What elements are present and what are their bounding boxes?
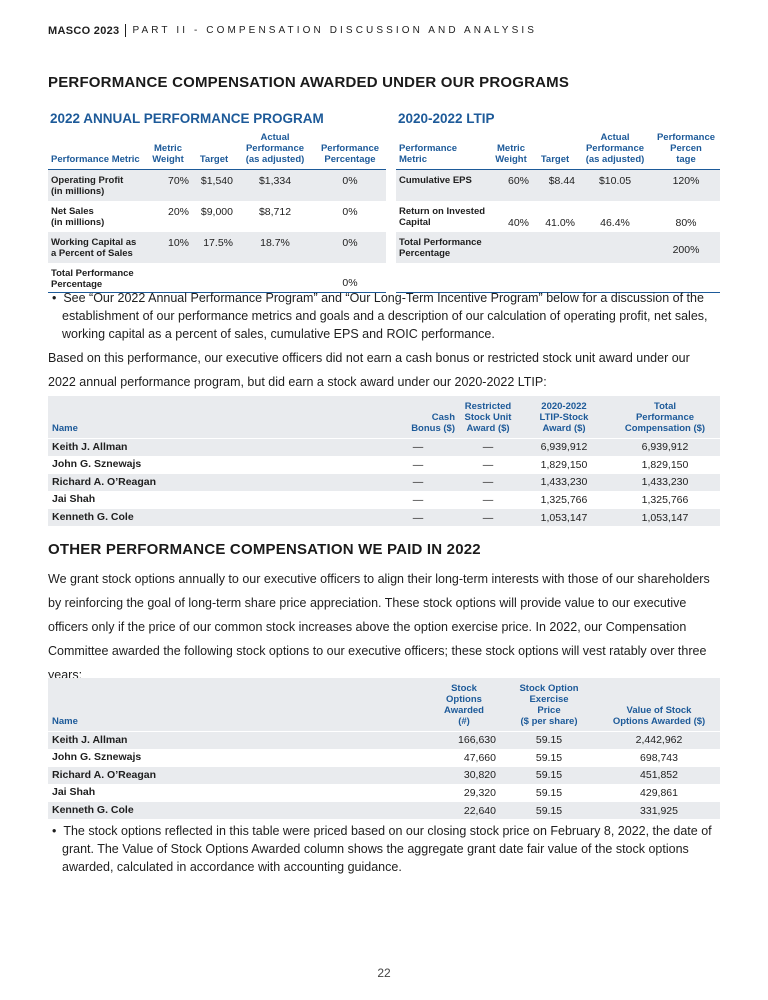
cash-bonus: —	[412, 493, 424, 506]
ltip-award: 1,053,147	[540, 511, 588, 524]
table-row	[48, 170, 386, 201]
metric-name: Return on Invested Capital	[399, 205, 486, 228]
rsu-award: —	[482, 493, 494, 506]
rsu-award: —	[482, 511, 494, 524]
rsu-award: —	[482, 476, 494, 489]
metric-actual: $8,712	[258, 205, 292, 218]
metric-target: 41.0%	[545, 216, 575, 229]
metric-percentage: 0%	[314, 170, 386, 201]
table-row	[48, 263, 386, 293]
options-value: 451,852	[640, 769, 678, 782]
metric-weight: 70%	[144, 170, 192, 201]
header-brand: MASCO 2023	[48, 24, 120, 37]
metric-weight: 60%	[490, 170, 532, 201]
table-row	[396, 232, 720, 263]
col-header: Restricted Stock Unit Award ($)	[464, 401, 512, 434]
table-row	[48, 732, 720, 750]
options-awarded: 22,640	[463, 804, 496, 817]
col-header-name: Name	[52, 423, 78, 434]
page-number: 22	[377, 966, 391, 980]
options-awarded: 47,660	[463, 751, 496, 764]
exercise-price: 59.15	[535, 786, 563, 799]
ltip-title: 2020-2022 LTIP	[398, 111, 495, 126]
ltip-award: 1,433,230	[540, 476, 588, 489]
metric-actual	[236, 263, 314, 293]
col-header: Actual Performance (as adjusted)	[585, 132, 645, 165]
header-divider	[125, 24, 126, 37]
section-title-programs: PERFORMANCE COMPENSATION AWARDED UNDER OUR PROGRAMS	[48, 74, 570, 91]
header-section: PART II - COMPENSATION DISCUSSION AND ANALYSIS	[132, 25, 537, 36]
options-value: 429,861	[640, 786, 678, 799]
table-row	[396, 201, 720, 232]
metric-weight: 40%	[507, 216, 529, 229]
metric-target	[192, 263, 236, 293]
total-comp: 6,939,912	[641, 441, 689, 454]
options-value: 698,743	[640, 751, 678, 764]
col-header: Value of Stock Options Awarded ($)	[612, 705, 706, 727]
col-header: Performance Metric	[399, 143, 458, 165]
paragraph-options: We grant stock options annually to our executive officers to align their long-term interests with those of our shareholders by reinforcing the goal of long-term share price appreciation. These stock options will provide value to our executive officers only if the price of our common stock increases above the option exercise price. In 2022, our Compensation Committee awarded the following stock options to our executive officers; these stock options will vest ratably over three years:	[48, 572, 710, 682]
metric-percentage: 80%	[675, 216, 697, 229]
metric-name: Total Performance Percentage	[51, 267, 134, 290]
metric-actual	[578, 232, 652, 263]
table-row	[396, 170, 720, 201]
total-comp: 1,433,230	[641, 476, 689, 489]
col-header: Metric Weight	[152, 143, 184, 165]
exercise-price: 59.15	[535, 769, 563, 782]
annual-program-title: 2022 ANNUAL PERFORMANCE PROGRAM	[50, 111, 324, 126]
metric-actual: $1,334	[236, 170, 314, 201]
metric-actual: 18.7%	[236, 232, 314, 263]
metric-percentage: 0%	[314, 232, 386, 263]
table-row	[48, 232, 386, 263]
col-header: Target	[540, 154, 570, 165]
ltip-award: 1,829,150	[540, 458, 588, 471]
col-header: Performance Metric	[51, 154, 140, 165]
rsu-award: —	[482, 441, 494, 454]
exercise-price: 59.15	[535, 751, 563, 764]
total-comp: 1,829,150	[641, 458, 689, 471]
total-comp: 1,325,766	[641, 493, 689, 506]
metric-percentage: 0%	[342, 277, 358, 289]
metric-weight: 10%	[144, 232, 192, 263]
metric-target: $1,540	[192, 170, 236, 201]
cash-bonus: —	[412, 441, 424, 454]
options-value: 331,925	[640, 804, 678, 817]
col-header: Metric Weight	[495, 143, 527, 165]
col-header: Target	[199, 154, 229, 165]
exec-name: Richard A. O’Reagan	[52, 768, 157, 781]
table-row	[48, 491, 720, 509]
metric-name: Cumulative EPS	[396, 170, 490, 201]
col-header: 2020-2022 LTIP-Stock Award ($)	[539, 401, 589, 434]
metric-target: $9,000	[200, 205, 233, 218]
exercise-price: 59.15	[535, 804, 563, 817]
metric-actual: 46.4%	[600, 216, 630, 229]
metric-target: 17.5%	[192, 232, 236, 263]
table-row	[48, 456, 720, 474]
col-header: Stock Option Exercise Price ($ per share)	[519, 683, 579, 727]
cash-bonus: —	[412, 476, 424, 489]
metric-actual: $10.05	[578, 170, 652, 201]
metric-name: Total Performance Percentage	[396, 232, 490, 263]
cash-bonus: —	[412, 511, 424, 524]
section-title-other: OTHER PERFORMANCE COMPENSATION WE PAID IN 2022	[48, 541, 481, 558]
exercise-price: 59.15	[535, 734, 563, 747]
paragraph-performance: Based on this performance, our executive officers did not earn a cash bonus or restricted stock unit award under our 2022 annual performance program, but did earn a stock award under our 2020-2022 LTIP:	[48, 351, 690, 389]
col-header: Actual Performance (as adjusted)	[245, 132, 305, 165]
col-header-name: Name	[52, 716, 78, 727]
col-header: Performance Percen tage	[656, 132, 716, 165]
metric-target	[532, 232, 578, 263]
metric-target: $8.44	[532, 170, 578, 201]
bullet-note-options: • The stock options reflected in this table were priced based on our closing stock price on February 8, 2022, the date of grant. The Value of Stock Options Awarded column shows the aggregate grant date fair value of the stock options awarded, calculated in accordance with accounting guidance.	[52, 824, 712, 874]
metric-percentage: 120%	[652, 170, 720, 201]
page-header	[48, 24, 537, 37]
stock-options-table	[48, 678, 720, 819]
exec-name: Keith J. Allman	[52, 733, 128, 746]
performance-compensation-table	[48, 396, 720, 526]
exec-name: John G. Sznewajs	[52, 458, 142, 471]
rsu-award: —	[482, 458, 494, 471]
exec-name: John G. Sznewajs	[52, 751, 142, 764]
options-awarded: 29,320	[463, 786, 496, 799]
table-row	[48, 474, 720, 492]
total-comp: 1,053,147	[641, 511, 689, 524]
exec-name: Jai Shah	[52, 493, 96, 506]
col-header: Total Performance Compensation ($)	[624, 401, 706, 434]
table-row	[48, 749, 720, 767]
exec-name: Jai Shah	[52, 786, 96, 799]
cash-bonus: —	[412, 458, 424, 471]
metric-name: Working Capital as a Percent of Sales	[48, 232, 144, 263]
metric-name: Operating Profit (in millions)	[48, 170, 144, 201]
table-row	[396, 263, 720, 293]
table-row	[48, 509, 720, 527]
col-header: Cash Bonus ($)	[411, 412, 455, 434]
metric-percentage: 200%	[652, 232, 720, 263]
table-row	[48, 767, 720, 785]
ltip-award: 1,325,766	[540, 493, 588, 506]
exec-name: Kenneth G. Cole	[52, 511, 134, 523]
options-awarded: 166,630	[458, 734, 496, 747]
metric-weight	[490, 232, 532, 263]
bullet-note-performance: • See “Our 2022 Annual Performance Program” and “Our Long-Term Incentive Program” below for a discussion of the establishment of our performance metrics and goals and a description of our calculation of operating profit, net sales, working capital as a percent of sales, cumulative EPS and ROIC performance.	[52, 291, 708, 341]
col-header: Stock Options Awarded (#)	[444, 683, 484, 727]
table-row	[48, 439, 720, 457]
metric-weight	[144, 263, 192, 293]
table-row	[48, 784, 720, 802]
metric-weight: 20%	[167, 205, 189, 218]
metric-percentage: 0%	[342, 205, 358, 218]
table-row	[48, 802, 720, 820]
annual-performance-table	[48, 132, 386, 293]
ltip-performance-table	[396, 132, 720, 293]
col-header: Performance Percentage	[320, 143, 380, 165]
exec-name: Richard A. O’Reagan	[52, 475, 157, 488]
table-row	[48, 201, 386, 232]
metric-name: Net Sales (in millions)	[51, 205, 105, 228]
options-value: 2,442,962	[635, 734, 683, 747]
exec-name: Kenneth G. Cole	[52, 804, 134, 816]
options-awarded: 30,820	[463, 769, 496, 782]
ltip-award: 6,939,912	[540, 441, 588, 454]
exec-name: Keith J. Allman	[52, 440, 128, 453]
